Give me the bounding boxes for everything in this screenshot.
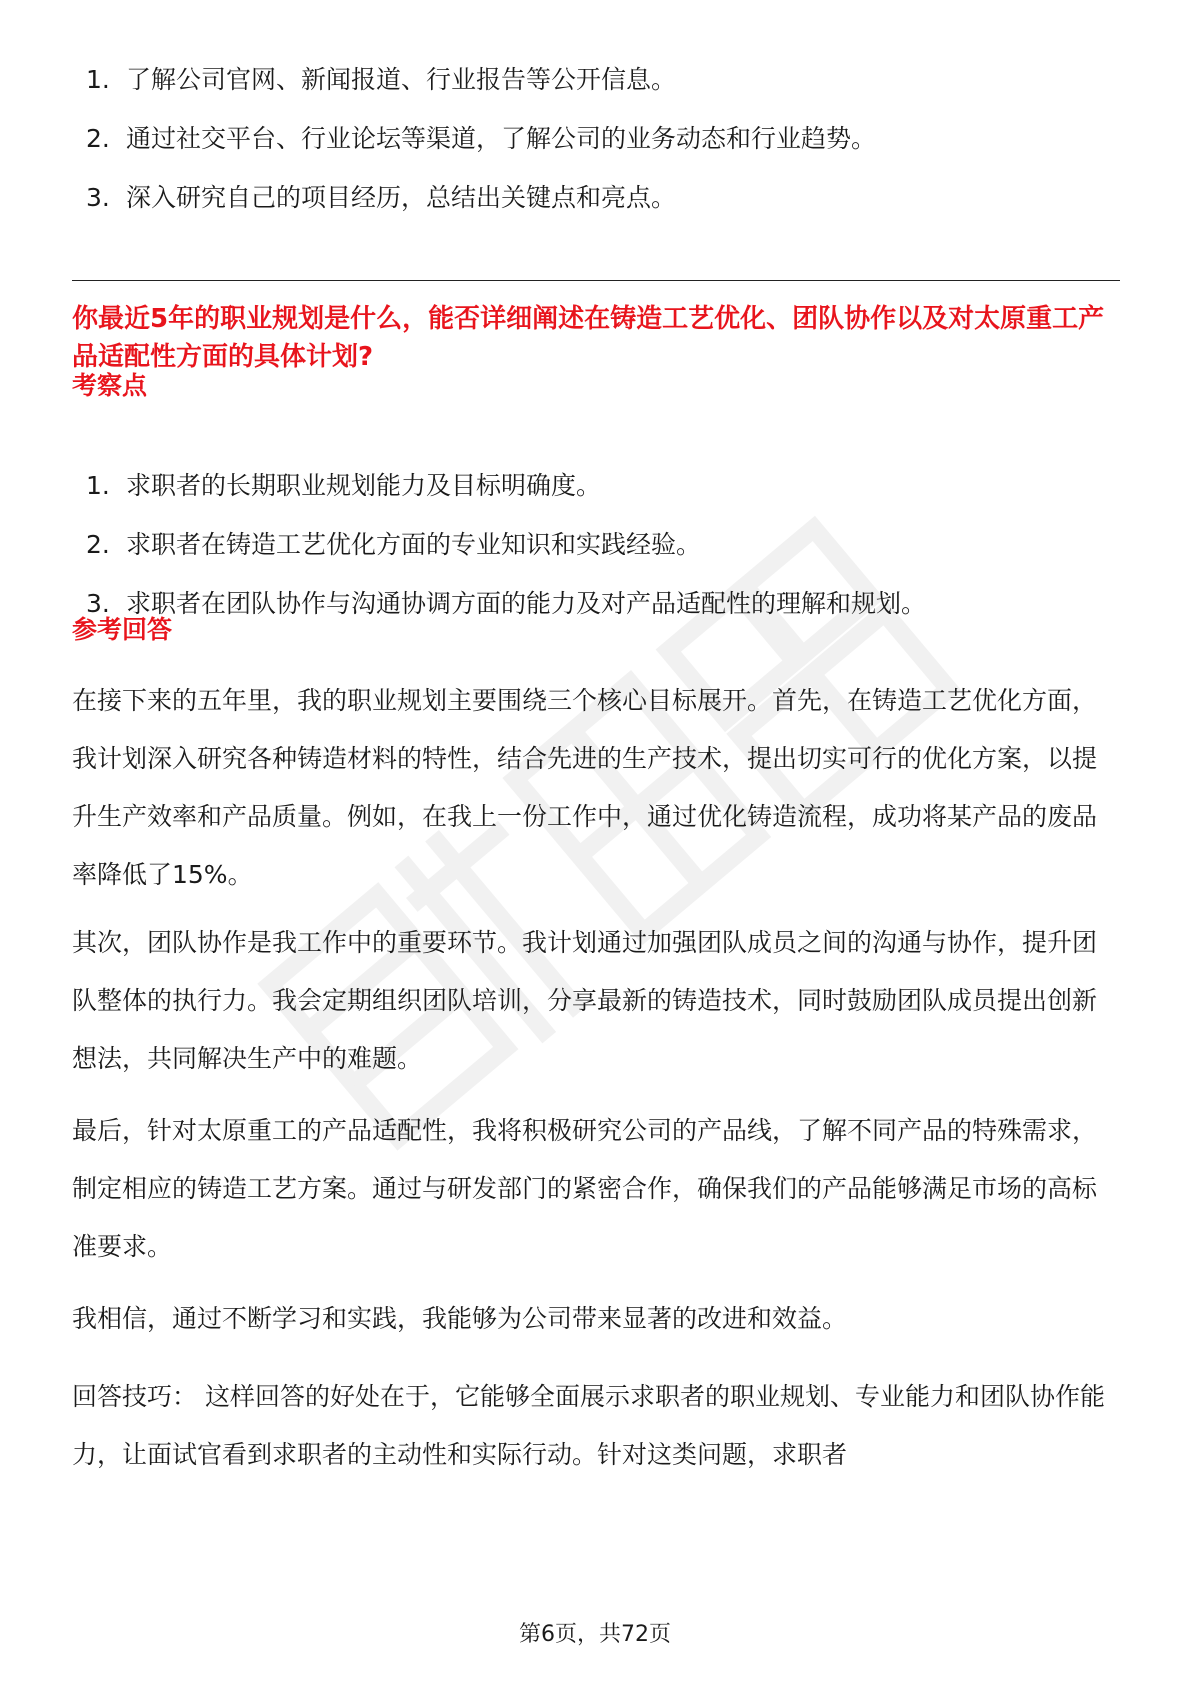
page-content <box>72 0 1120 1469</box>
answer-heading: 参考回答 <box>72 615 173 644</box>
list-item <box>72 527 926 563</box>
list-text: 求职者在铸造工艺优化方面的专业知识和实践经验。 <box>126 530 702 559</box>
list-text: 求职者的长期职业规划能力及目标明确度。 <box>126 471 602 500</box>
list-item <box>72 180 1120 216</box>
list-text: 通过社交平台、行业论坛等渠道，了解公司的业务动态和行业趋势。 <box>126 124 877 153</box>
list-number: 1. <box>86 65 110 94</box>
list-item <box>72 586 926 622</box>
answer-paragraph: 其次，团队协作是我工作中的重要环节。我计划通过加强团队成员之间的沟通与协作，提升团队整体的执行力。我会定期组织团队培训，分享最新的铸造技术，同时鼓励团队成员提出创新想法，共同解决生产中的难题。 <box>72 928 1098 1073</box>
list-text: 求职者在团队协作与沟通协调方面的能力及对产品适配性的理解和规划。 <box>126 589 927 618</box>
top-list <box>72 0 1120 216</box>
list-item <box>72 62 1120 98</box>
list-text: 深入研究自己的项目经历，总结出关键点和亮点。 <box>126 183 677 212</box>
answer-tips-paragraph: 回答技巧： 这样回答的好处在于，它能够全面展示求职者的职业规划、专业能力和团队协作能力，让面试官看到求职者的主动性和实际行动。针对这类问题，求职者 <box>72 1382 1105 1469</box>
list-number: 1. <box>86 471 110 500</box>
focus-list <box>72 468 926 645</box>
page-footer: 第6页，共72页 <box>519 1622 671 1647</box>
list-number: 2. <box>86 124 110 153</box>
list-text: 了解公司官网、新闻报道、行业报告等公开信息。 <box>126 65 677 94</box>
answer-paragraph: 我相信，通过不断学习和实践，我能够为公司带来显著的改进和效益。 <box>72 1304 848 1333</box>
list-number: 3. <box>86 589 110 618</box>
question-heading: 你最近5年的职业规划是什么，能否详细阐述在铸造工艺优化、团队协作以及对太原重工产品适配性方面的具体计划? <box>72 304 1105 372</box>
focus-heading: 考察点 <box>72 371 148 400</box>
list-number: 3. <box>86 183 110 212</box>
answer-paragraph: 在接下来的五年里，我的职业规划主要围绕三个核心目标展开。首先，在铸造工艺优化方面，我计划深入研究各种铸造材料的特性，结合先进的生产技术，提出切实可行的优化方案，以提升生产效率和产品质量。例如，在我上一份工作中，通过优化铸造流程，成功将某产品的废品率降低了15%。 <box>72 686 1098 889</box>
list-item <box>72 468 926 504</box>
answer-paragraph: 最后，针对太原重工的产品适配性，我将积极研究公司的产品线，了解不同产品的特殊需求，制定相应的铸造工艺方案。通过与研发部门的紧密合作，确保我们的产品能够满足市场的高标准要求。 <box>72 1116 1098 1261</box>
section-divider <box>72 280 1120 281</box>
list-number: 2. <box>86 530 110 559</box>
list-item <box>72 121 1120 157</box>
